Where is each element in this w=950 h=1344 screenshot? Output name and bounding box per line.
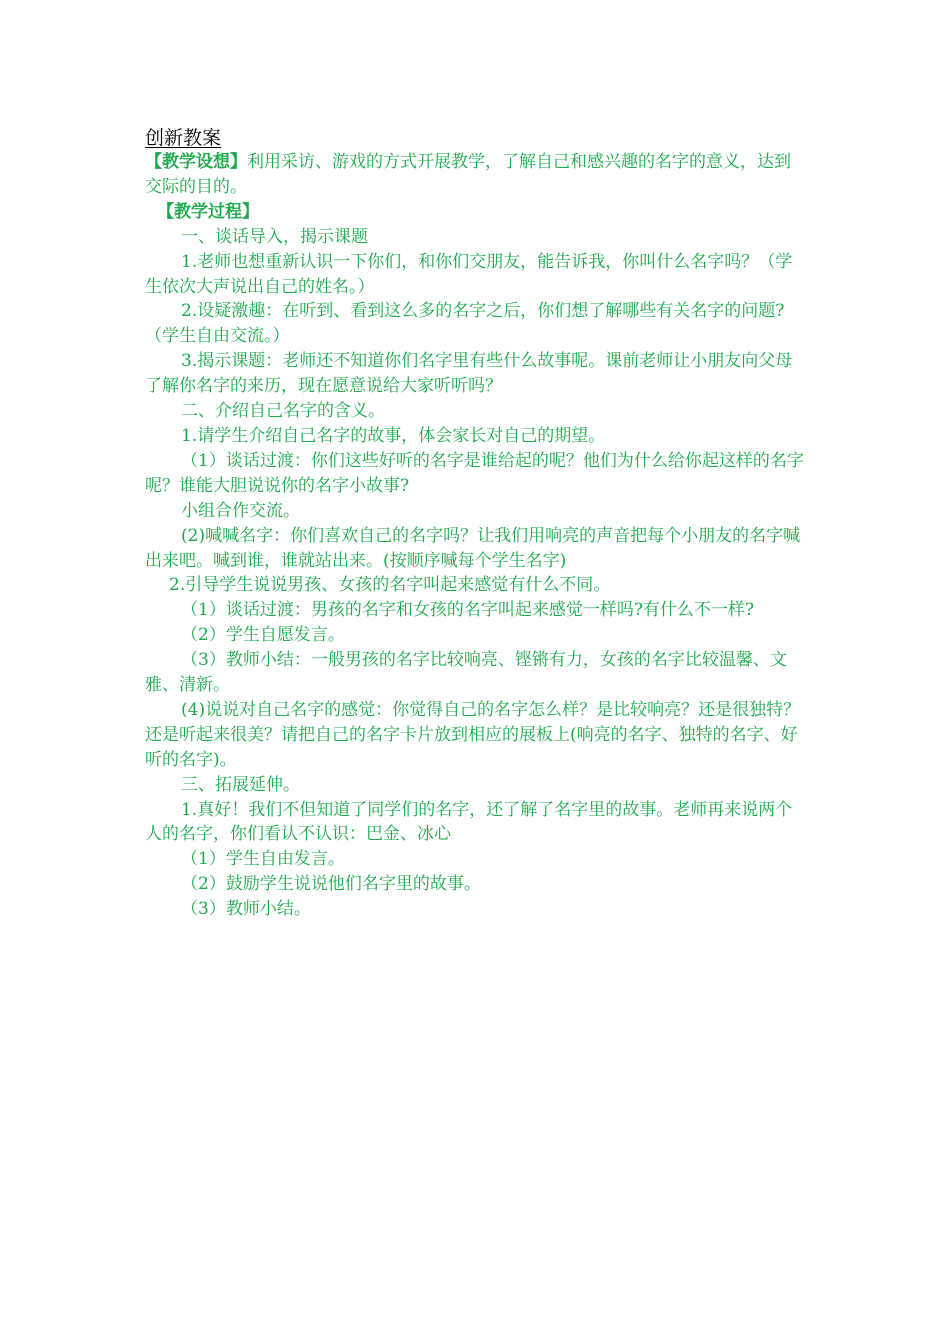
paragraph: 1.老师也想重新认识一下你们，和你们交朋友，能告诉我，你叫什么名字吗？（学生依次大声说出自己的姓名。）: [145, 251, 793, 297]
paragraph: 2.引导学生说说男孩、女孩的名字叫起来感觉有什么不同。: [169, 575, 611, 596]
paragraph: (2)喊喊名字：你们喜欢自己的名字吗？让我们用响亮的声音把每个小朋友的名字喊出来吧。喊到谁，谁就站出来。(按顺序喊每个学生名字): [145, 525, 801, 571]
paragraph: （2）学生自愿发言。: [181, 625, 345, 646]
paragraph: 1.真好！我们不但知道了同学们的名字，还了解了名字里的故事。老师再来说两个人的名字，你们看认不认识：巴金、冰心: [145, 799, 793, 845]
paragraph: （1）学生自由发言。: [181, 849, 345, 870]
teaching-design-paragraph: [145, 150, 807, 200]
teaching-design-label: 【教学设想】: [145, 152, 247, 172]
paragraph: （1）谈话过渡：你们这些好听的名字是谁给起的呢？他们为什么给你起这样的名字呢？谁能大胆说说你的名字小故事?: [145, 450, 804, 496]
section-heading-2: 二、介绍自己名字的含义。: [181, 401, 385, 422]
teaching-process-label: 【教学过程】: [157, 201, 259, 222]
paragraph: （1）谈话过渡：男孩的名字和女孩的名字叫起来感觉一样吗?有什么不一样?: [181, 600, 755, 621]
teaching-design-text: 利用采访、游戏的方式开展教学，了解自己和感兴趣的名字的意义，达到交际的目的。: [145, 152, 791, 197]
paragraph: （3）教师小结。: [181, 899, 311, 920]
section-heading-3: 三、拓展延伸。: [181, 774, 300, 795]
paragraph: 小组合作交流。: [181, 500, 300, 521]
paragraph: 1.请学生介绍自己名字的故事，体会家长对自己的期望。: [181, 425, 606, 446]
document-title: 创新教案: [145, 127, 222, 149]
paragraph: 3.揭示课题：老师还不知道你们名字里有些什么故事呢。课前老师让小朋友向父母了解你名字的来历，现在愿意说给大家听听吗？: [145, 351, 793, 397]
document-body: [145, 150, 807, 922]
paragraph: （2）鼓励学生说说他们名字里的故事。: [181, 874, 481, 895]
section-heading-1: 一、谈话导入，揭示课题: [181, 226, 368, 247]
paragraph: 2.设疑激趣：在听到、看到这么多的名字之后，你们想了解哪些有关名字的问题?（学生自由交流。）: [145, 301, 785, 347]
paragraph: (4)说说对自己名字的感觉：你觉得自己的名字怎么样？是比较响亮？还是很独特？还是听起来很美？请把自己的名字卡片放到相应的展板上(响亮的名字、独特的名字、好听的名字)。: [145, 699, 801, 770]
paragraph: （3）教师小结：一般男孩的名字比较响亮、铿锵有力，女孩的名字比较温馨、文雅、清新。: [145, 650, 787, 696]
